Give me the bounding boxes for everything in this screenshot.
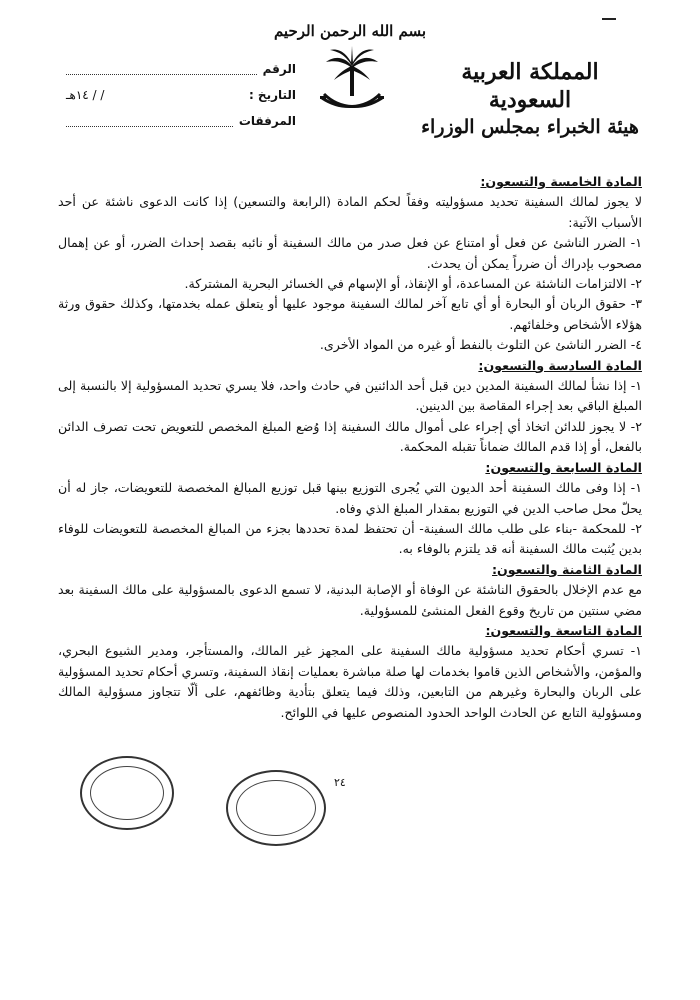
article-intro: مع عدم الإخلال بالحقوق الناشئة عن الوفاة أو الإصابة البدنية، لا تسمع الدعوى بالمسؤولية على مالك السفينة بعد مضي سنتين من تاريخ وقوع الفعل المنشئ للمسؤولية. — [58, 582, 642, 618]
ref-attachments-line — [66, 116, 233, 127]
ref-row-attachments — [66, 108, 296, 134]
article-heading: المادة السادسة والتسعون: — [478, 357, 642, 373]
article-99 — [58, 621, 642, 723]
article-heading: المادة التاسعة والتسعون: — [485, 622, 642, 638]
article-item: ١- الضرر الناشئ عن فعل أو امتناع عن فعل صدر من مالك السفينة أو نائبه بقصد إحداث الضرر، أو عن إهمال مصحوب بإدراك أن ضرراً يمكن أن يحدث. — [58, 235, 642, 271]
ref-row-date — [66, 82, 296, 108]
article-item: ٤- الضرر الناشئ عن التلوث بالنفط أو غيره من المواد الأخرى. — [319, 337, 642, 353]
article-intro: لا يجوز لمالك السفينة تحديد مسؤوليته وفقاً لحكم المادة (الرابعة والتسعين) إذا كانت الدعوى ناشئة عن أحد الأسباب الآتية: — [58, 194, 642, 230]
gov-line-kingdom: المملكة العربية السعودية — [461, 59, 599, 113]
article-item: ١- تسري أحكام تحديد مسؤولية مالك السفينة على المجهز غير المالك، والمستأجر، ومدير الشيوع البحري، والمؤمن، والأشخاص الذين قاموا بخدمات لها صلة مباشرة بعمليات إنقاذ السفينة، وتسري أحكام تحديد المسؤولية على الربان والبحارة وغيرهم من التابعين، وذلك فيما يتعلق بتأدية وظائفهم، على ألّا تتجاوز مسؤولية المالك ومسؤولية التابع عن الحادث الواحد الحدود المنصوص عليها في اللوائح. — [58, 643, 642, 720]
article-95 — [58, 172, 642, 356]
gov-line-authority: هيئة الخبراء بمجلس الوزراء — [421, 116, 639, 138]
ref-attachments-label: المرفقات — [238, 114, 296, 128]
article-97 — [58, 458, 642, 560]
palm-and-swords-emblem-icon — [316, 44, 388, 124]
basmala: بسم الله الرحمن الرحيم — [273, 22, 427, 40]
reference-block — [66, 56, 296, 134]
ref-date-value: / / ١٤هـ — [66, 88, 105, 102]
article-item: ٢- للمحكمة -بناء على طلب مالك السفينة- أن تحتفظ لمدة تحددها بجزء من المبالغ المخصصة للتعويضات للوفاء بدين يُثبت مالك السفينة أنه قد يلتزم بالوفاء به. — [58, 520, 642, 557]
government-title — [420, 58, 640, 140]
corner-mark — [602, 18, 616, 20]
article-96 — [58, 356, 642, 458]
article-heading: المادة الثامنة والتسعون: — [492, 561, 642, 577]
article-item: ٢- لا يجوز للدائن اتخاذ أي إجراء على أموال مالك السفينة إذا وُضع المبلغ المخصص للتعويض تحت تصرف الدائن بالفعل، أو إذا قدم المالك ضماناً تقبله المحكمة. — [58, 418, 642, 455]
ref-row-number — [66, 56, 296, 82]
article-item: ٣- حقوق الربان أو البحارة أو أي تابع آخر لمالك السفينة موجود عليها أو يتعلق عمله بخدمتها، وكذلك حقوق ورثة هؤلاء الأشخاص وخلفائهم. — [58, 296, 642, 332]
article-item: ١- إذا نشأ لمالك السفينة المدين دين قبل أحد الدائنين في حادث واحد، فلا يسري تحديد المسؤولية إلا بالنسبة إلى المبلغ الباقي بعد إجراء المقاصة بين الدينين. — [58, 378, 642, 414]
official-seal-stamp — [226, 770, 326, 846]
official-seal-stamp — [80, 756, 174, 830]
ref-number-label: الرقم — [262, 62, 296, 76]
article-98 — [58, 560, 642, 621]
ref-date-label: التاريخ : — [248, 88, 296, 102]
article-heading: المادة الخامسة والتسعون: — [480, 174, 642, 189]
document-body — [58, 172, 642, 723]
page-number: ٢٤ — [334, 776, 346, 789]
ref-number-line — [66, 64, 257, 75]
article-item: ١- إذا وفى مالك السفينة أحد الديون التي يُجرى التوزيع بينها قبل توزيع المبالغ المخصصة للتعويضات، جاز له أن يحلّ محل صاحب الدين في التوزيع بمقدار المبلغ الذي وفاه. — [58, 480, 642, 516]
article-item: ٢- الالتزامات الناشئة عن المساعدة، أو الإنقاذ، أو الإسهام في الخسائر البحرية المشتركة. — [184, 276, 642, 292]
article-heading: المادة السابعة والتسعون: — [485, 459, 642, 475]
